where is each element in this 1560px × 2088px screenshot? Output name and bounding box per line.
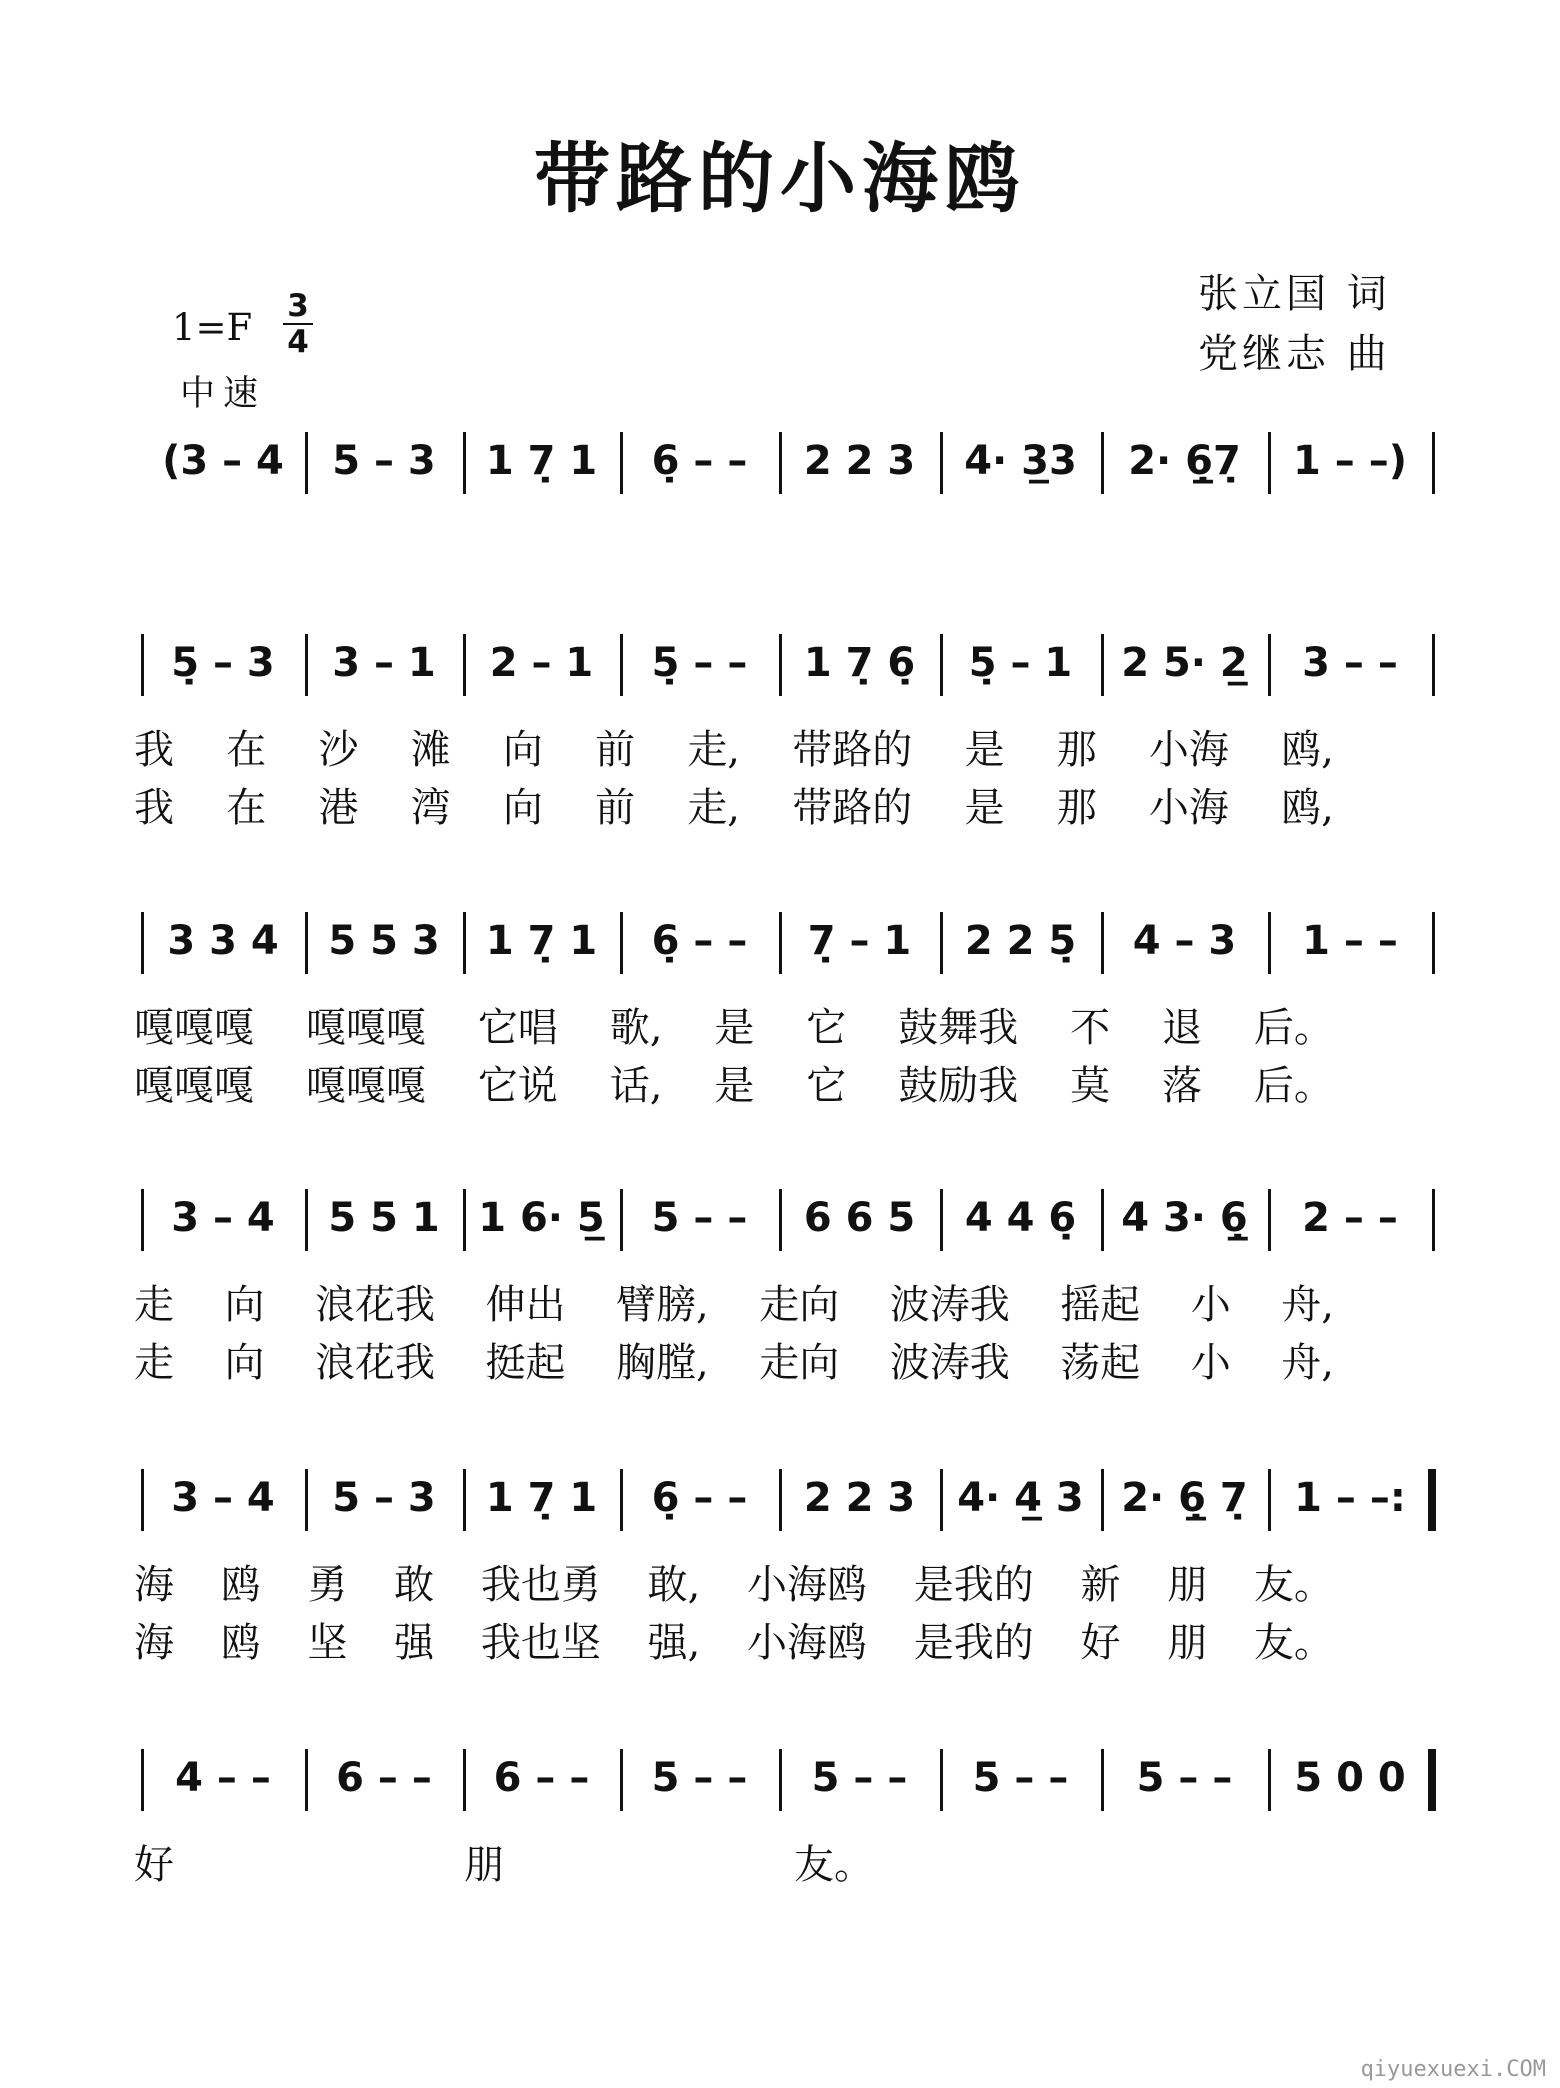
lyric-word: 沙 [318, 727, 359, 773]
barline [141, 634, 144, 696]
measure: 5 – – [972, 1755, 1069, 1801]
barline [779, 1469, 782, 1531]
barline [141, 912, 144, 974]
measure: 4 4 6̣ [964, 1195, 1077, 1241]
lyric-word: 在 [226, 727, 267, 773]
lyric-word: 我也勇 [480, 1562, 601, 1608]
measure: 6̣ – – [651, 438, 748, 484]
lyric-word: 走, [687, 727, 741, 773]
barline [1268, 634, 1271, 696]
lyric-word: 歌, [609, 1005, 663, 1051]
lyric-word: 小 [1190, 1340, 1231, 1386]
barline [779, 432, 782, 494]
lyrics-verse-1 [134, 1833, 874, 1890]
measure: 2 2 3 [803, 1475, 916, 1521]
measure: 5 – – [651, 1755, 748, 1801]
barline [141, 1189, 144, 1251]
barline [463, 432, 466, 494]
lyric-word: 退 [1161, 1005, 1202, 1051]
barline [620, 1189, 623, 1251]
barline [1101, 1749, 1104, 1811]
measure: 1 7̣ 6̣ [803, 640, 916, 686]
lyrics-verse-2 [134, 1331, 1334, 1388]
measure: 3 – 4 [171, 1475, 275, 1521]
lyric-word: 小海鸥 [747, 1562, 868, 1608]
measure: 4 – 3 [1132, 918, 1237, 964]
lyric-word: 朋 [464, 1842, 504, 1888]
lyric-word: 鸥, [1281, 727, 1334, 773]
measure: 5 – 3 [332, 438, 436, 484]
measure: 2 5· 2̲ [1121, 640, 1248, 686]
measure: 3 3 4 [167, 918, 279, 964]
measure: 6̣ – – [651, 918, 748, 964]
lyric-word: 臂膀, [616, 1282, 709, 1328]
lyric-word: 话, [609, 1063, 663, 1109]
lyric-word: 小海鸥 [747, 1620, 868, 1666]
composer-credit: 党继志 曲 [1198, 331, 1391, 377]
time-signature [283, 290, 313, 358]
lyrics-verse-1 [134, 718, 1334, 775]
measure: 4· 3̲3 [964, 438, 1077, 484]
measure: 5̣ – 3 [171, 640, 275, 686]
lyric-word: 是 [964, 727, 1005, 773]
barline [620, 432, 623, 494]
lyric-word: 那 [1056, 785, 1097, 831]
lyric-word: 我 [134, 727, 174, 773]
lyric-word: 鼓舞我 [898, 1005, 1019, 1051]
lyric-word: 伸出 [485, 1282, 566, 1328]
measure: 5 – 3 [332, 1475, 436, 1521]
barline [305, 432, 308, 494]
barline [779, 1749, 782, 1811]
measure: 2· 6̣̲ 7̣ [1121, 1475, 1248, 1521]
measure: 5 – – [811, 1755, 908, 1801]
lyric-word: 友。 [1253, 1620, 1334, 1666]
time-signature-bottom: 4 [287, 324, 309, 360]
barline [1101, 634, 1104, 696]
barline [1268, 1189, 1271, 1251]
lyric-word: 港 [318, 785, 359, 831]
lyric-word: 滩 [410, 727, 451, 773]
lyric-word: 是 [714, 1005, 755, 1051]
barline [305, 634, 308, 696]
lyrics-verse-2 [134, 776, 1334, 833]
barline [779, 634, 782, 696]
barline [620, 1469, 623, 1531]
measure: 6 – – [336, 1755, 432, 1801]
lyric-word: 我 [134, 785, 174, 831]
lyric-word: 是 [714, 1063, 755, 1109]
lyric-word: 好 [134, 1842, 174, 1888]
lyric-word: 带路的 [792, 727, 913, 773]
barline [1268, 1469, 1271, 1531]
barline [940, 634, 943, 696]
measure: 7̣ – 1 [807, 918, 912, 964]
song-title: 带路的小海鸥 [534, 134, 1026, 223]
lyric-word: 向 [224, 1340, 265, 1386]
lyric-word: 后。 [1253, 1005, 1334, 1051]
lyric-word: 坚 [307, 1620, 348, 1666]
lyric-word: 落 [1161, 1063, 1202, 1109]
lyric-word: 小海 [1148, 785, 1229, 831]
lyric-word: 是我的 [913, 1562, 1034, 1608]
barline [1428, 1749, 1436, 1811]
lyric-word: 波涛我 [889, 1282, 1010, 1328]
barline [141, 1749, 144, 1811]
lyric-word: 舟, [1281, 1340, 1334, 1386]
lyric-word: 它说 [477, 1063, 558, 1109]
lyric-word: 莫 [1070, 1063, 1111, 1109]
measure: (3 – 4 [162, 438, 284, 484]
measure: 4· 4̲ 3 [957, 1475, 1084, 1521]
barline [1101, 432, 1104, 494]
measure: 5̣ – – [651, 640, 748, 686]
lyric-word: 在 [226, 785, 267, 831]
lyric-word: 舟, [1281, 1282, 1334, 1328]
lyric-word: 带路的 [792, 785, 913, 831]
lyricist-credit: 张立国 词 [1198, 271, 1391, 317]
measure: 1 7̣ 1 [485, 1475, 598, 1521]
lyric-word: 后。 [1253, 1063, 1334, 1109]
lyric-word: 走向 [759, 1282, 840, 1328]
barline [305, 1469, 308, 1531]
measure: 5 – – [1136, 1755, 1233, 1801]
measure: 2 – – [1302, 1195, 1398, 1241]
lyric-word: 小 [1190, 1282, 1231, 1328]
barline [620, 634, 623, 696]
barline [940, 432, 943, 494]
lyric-word: 胸膛, [616, 1340, 709, 1386]
measure: 1 7̣ 1 [485, 438, 598, 484]
lyric-word: 海 [134, 1562, 174, 1608]
measure: 4 3· 6̣̲ [1121, 1195, 1248, 1241]
lyric-word: 鼓励我 [898, 1063, 1019, 1109]
lyric-word: 友。 [794, 1842, 874, 1888]
lyric-word: 那 [1056, 727, 1097, 773]
lyric-word: 鸥 [220, 1620, 261, 1666]
lyric-word: 它唱 [477, 1005, 558, 1051]
measure: 2 2 3 [803, 438, 916, 484]
measure: 5 – – [651, 1195, 748, 1241]
lyric-word: 鸥, [1281, 785, 1334, 831]
barline [620, 1749, 623, 1811]
barline [940, 1469, 943, 1531]
lyric-word: 我也坚 [480, 1620, 601, 1666]
lyric-word: 走 [134, 1282, 174, 1328]
barline [463, 912, 466, 974]
lyric-word: 它 [806, 1005, 847, 1051]
lyrics-verse-2 [134, 1054, 1334, 1111]
lyric-word: 波涛我 [889, 1340, 1010, 1386]
lyric-word: 是 [964, 785, 1005, 831]
lyric-word: 浪花我 [315, 1282, 435, 1328]
lyric-word: 敢 [394, 1562, 435, 1608]
barline [463, 634, 466, 696]
lyric-word: 走 [134, 1340, 174, 1386]
barline [1432, 1189, 1435, 1251]
lyric-word: 新 [1080, 1562, 1121, 1608]
measure: 3 – – [1302, 640, 1398, 686]
barline [1432, 912, 1435, 974]
lyric-word: 不 [1070, 1005, 1111, 1051]
barline [1101, 1469, 1104, 1531]
barline [940, 1189, 943, 1251]
lyric-word: 向 [502, 785, 543, 831]
measure: 1 7̣ 1 [485, 918, 598, 964]
lyric-word: 好 [1080, 1620, 1121, 1666]
barline [305, 1749, 308, 1811]
lyric-word: 嘎嘎嘎 [305, 1063, 426, 1109]
lyric-word: 挺起 [485, 1340, 566, 1386]
lyric-word: 小海 [1148, 727, 1229, 773]
measure: 6 – – [493, 1755, 590, 1801]
lyric-word: 走, [687, 785, 741, 831]
lyric-word: 敢, [647, 1562, 701, 1608]
lyric-word: 向 [502, 727, 543, 773]
lyric-word: 它 [806, 1063, 847, 1109]
lyric-word: 走向 [759, 1340, 840, 1386]
measure: 6 6 5 [803, 1195, 916, 1241]
measure: 5 5 1 [328, 1195, 440, 1241]
lyric-word: 荡起 [1060, 1340, 1141, 1386]
barline [940, 912, 943, 974]
barline [1268, 1749, 1271, 1811]
lyric-word: 是我的 [913, 1620, 1034, 1666]
barline [305, 912, 308, 974]
measure: 1 – – [1302, 918, 1398, 964]
lyrics-verse-2 [134, 1611, 1334, 1668]
measure: 1 – –) [1293, 438, 1407, 484]
time-signature-top: 3 [287, 288, 309, 324]
barline [779, 912, 782, 974]
barline [1268, 912, 1271, 974]
barline [463, 1189, 466, 1251]
barline [463, 1749, 466, 1811]
barline [1432, 634, 1435, 696]
lyrics-verse-1 [134, 1553, 1334, 1610]
lyric-word: 朋 [1167, 1620, 1208, 1666]
measure: 6̣ – – [651, 1475, 748, 1521]
lyric-word: 嘎嘎嘎 [134, 1005, 254, 1051]
measure: 2 2 5̣ [964, 918, 1077, 964]
measure: 1 6· 5̲ [478, 1195, 605, 1241]
lyric-word: 浪花我 [315, 1340, 435, 1386]
barline [1101, 912, 1104, 974]
lyrics-verse-1 [134, 1273, 1334, 1330]
measure: 5 5 3 [328, 918, 440, 964]
measure: 2· 6̣̲7̣ [1128, 438, 1241, 484]
barline [1268, 432, 1271, 494]
key-signature: 1=F [172, 306, 253, 349]
lyrics-verse-1 [134, 996, 1334, 1053]
measure: 1 – –: [1294, 1475, 1406, 1521]
lyric-word: 前 [595, 785, 636, 831]
barline [305, 1189, 308, 1251]
barline [1101, 1189, 1104, 1251]
lyric-word: 强 [394, 1620, 435, 1666]
lyric-word: 勇 [307, 1562, 348, 1608]
watermark: qiyuexuexi.COM [1360, 2057, 1546, 2082]
lyric-word: 鸥 [220, 1562, 261, 1608]
lyric-word: 向 [224, 1282, 265, 1328]
measure: 5 0 0 [1294, 1755, 1406, 1801]
barline [940, 1749, 943, 1811]
measure: 5̣ – 1 [968, 640, 1073, 686]
tempo-marking: 中速 [180, 374, 267, 414]
measure: 4 – – [175, 1755, 271, 1801]
barline [1428, 1469, 1436, 1531]
barline [141, 1469, 144, 1531]
barline [620, 912, 623, 974]
lyric-word: 摇起 [1060, 1282, 1141, 1328]
barline [779, 1189, 782, 1251]
barline [1432, 432, 1435, 494]
barline [463, 1469, 466, 1531]
lyric-word: 前 [595, 727, 636, 773]
measure: 3 – 4 [171, 1195, 275, 1241]
lyric-word: 友。 [1253, 1562, 1334, 1608]
lyric-word: 嘎嘎嘎 [305, 1005, 426, 1051]
lyric-word: 朋 [1167, 1562, 1208, 1608]
lyric-word: 湾 [410, 785, 451, 831]
measure: 2 – 1 [489, 640, 594, 686]
measure: 3 – 1 [332, 640, 436, 686]
lyric-word: 海 [134, 1620, 174, 1666]
lyric-word: 嘎嘎嘎 [134, 1063, 254, 1109]
lyric-word: 强, [647, 1620, 701, 1666]
